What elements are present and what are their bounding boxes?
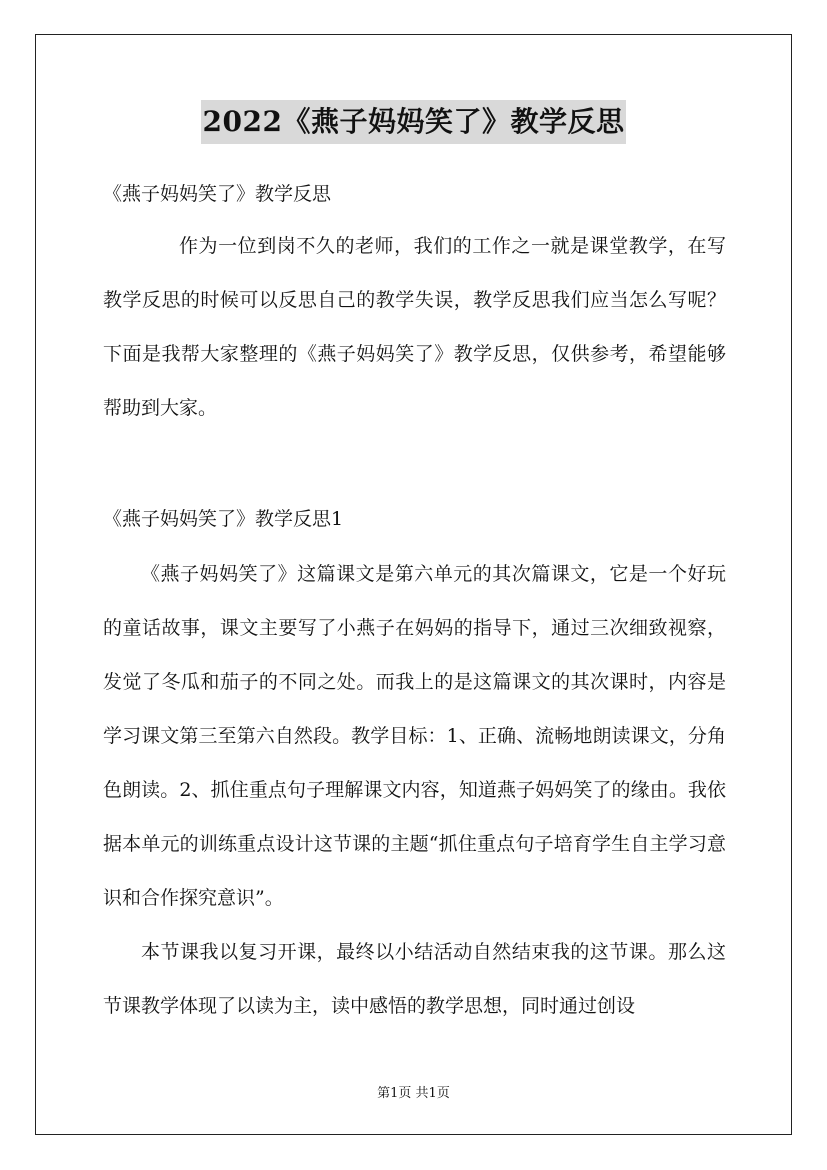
subtitle: 《燕子妈妈笑了》教学反思 xyxy=(103,183,332,205)
title-container xyxy=(0,100,827,144)
paragraph-1: 《燕子妈妈笑了》这篇课文是第六单元的其次篇课文，它是一个好玩的童话故事，课文主要写了小燕子在妈妈的指导下，通过三次细致视察，发觉了冬瓜和茄子的不同之处。而我上的是这篇课文的其次课时，内容是学习课文第三至第六自然段。教学目标：1、正确、流畅地朗读课文，分角色朗读。2、抓住重点句子理解课文内容，知道燕子妈妈笑了的缘由。我依据本单元的训练重点设计这节课的主题“抓住重点句子培育学生自主学习意识和合作探究意识”。 xyxy=(103,563,726,909)
paragraph-2: 本节课我以复习开课，最终以小结活动自然结束我的这节课。那么这节课教学体现了以读为主，读中感悟的教学思想，同时通过创设 xyxy=(103,941,726,1017)
section-heading: 《燕子妈妈笑了》教学反思1 xyxy=(103,508,344,530)
page-footer: 第1页 共1页 xyxy=(377,1086,450,1101)
intro-paragraph: 作为一位到岗不久的老师，我们的工作之一就是课堂教学，在写教学反思的时候可以反思自己的教学失误，教学反思我们应当怎么写呢？下面是我帮大家整理的《燕子妈妈笑了》教学反思，仅供参考，希望能够帮助到大家。 xyxy=(103,235,726,419)
document-title: 2022《燕子妈妈笑了》教学反思 xyxy=(201,100,627,144)
